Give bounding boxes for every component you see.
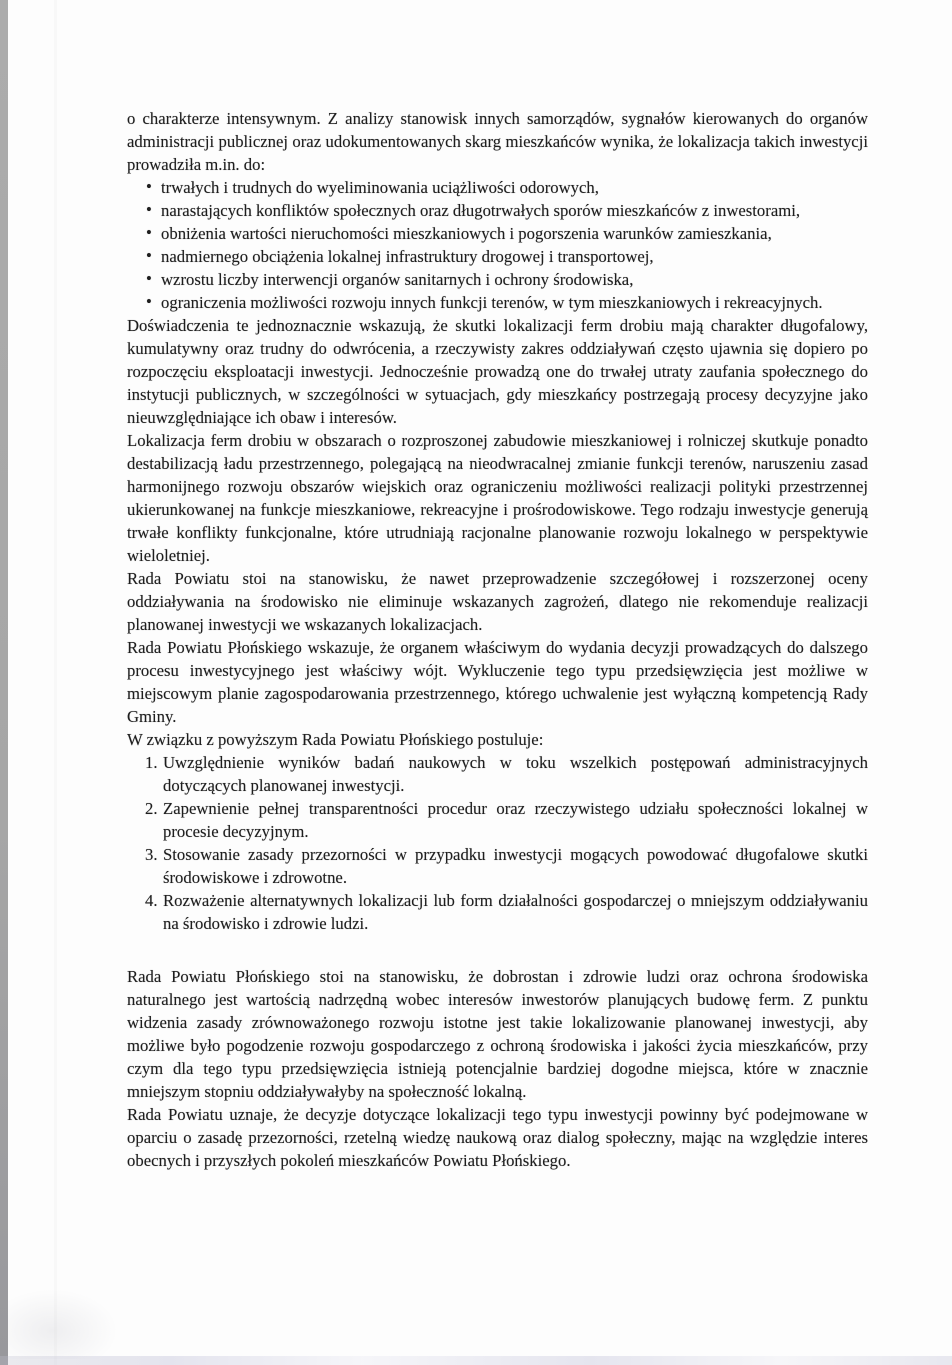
numbered-item-text: Zapewnienie pełnej transparentności procedur oraz rzeczywistego udziału społeczności lokalnej w procesie decyzyjnym. (163, 799, 868, 841)
numbered-item (127, 797, 868, 843)
paragraph: Rada Powiatu Płońskiego wskazuje, że organem właściwym do wydania decyzji prowadzących do dalszego procesu inwestycyjnego jest właściwy wójt. Wykluczenie tego typu przedsięwzięcia jest możliwe w miejscowym planie zagospodarowania przestrzennego, którego uchwalenie jest wyłączną kompetencją Rady Gminy. (127, 638, 868, 726)
scan-bottom-edge (0, 1356, 952, 1365)
bullet-item (127, 245, 868, 268)
numbered-item-text: Stosowanie zasady przezorności w przypadku inwestycji mogących powodować długofalowe skutki środowiskowe i zdrowotne. (163, 845, 868, 887)
paragraph: Doświadczenia te jednoznacznie wskazują, że skutki lokalizacji ferm drobiu mają charakter długofalowy, kumulatywny oraz trudny do odwrócenia, a rzeczywisty zakres oddziaływań często ujawnia się dopiero po rozpoczęciu eksploatacji inwestycji. Jednocześnie prowadzą one do trwałej utraty zaufania społecznego do instytucji publicznych, w szczególności w sytuacjach, gdy mieszkańcy postrzegają procesy decyzyjne jako nieuwzględniające ich obaw i interesów. (127, 316, 868, 427)
document-page (127, 107, 868, 1172)
bullet-item-text: wzrostu liczby interwencji organów sanitarnych i ochrony środowiska, (161, 270, 634, 289)
item-number: 4. (145, 891, 158, 910)
paragraph: W związku z powyższym Rada Powiatu Płońskiego postuluje: (127, 730, 544, 749)
bullet-item (127, 176, 868, 199)
bullet-item (127, 199, 868, 222)
scan-artifact-line (54, 0, 57, 1365)
bullet-icon: • (146, 177, 152, 196)
scan-left-edge (0, 0, 8, 1365)
bullet-item (127, 268, 868, 291)
bullet-icon: • (146, 269, 152, 288)
bullet-item-text: obniżenia wartości nieruchomości mieszkaniowych i pogorszenia warunków zamieszkania, (161, 224, 772, 243)
item-number: 2. (145, 799, 158, 818)
section-gap (127, 935, 868, 965)
bullet-icon: • (146, 223, 152, 242)
item-number: 3. (145, 845, 158, 864)
numbered-item (127, 843, 868, 889)
numbered-item (127, 751, 868, 797)
numbered-item (127, 889, 868, 935)
numbered-item-text: Uwzględnienie wyników badań naukowych w toku wszelkich postępowań administracyjnych dotyczących planowanej inwestycji. (163, 753, 868, 795)
bullet-icon: • (146, 200, 152, 219)
bullet-icon: • (146, 292, 152, 311)
bullet-item-text: narastających konfliktów społecznych oraz długotrwałych sporów mieszkańców z inwestorami, (161, 201, 801, 220)
bullet-item (127, 291, 868, 314)
paragraph: Lokalizacja ferm drobiu w obszarach o rozproszonej zabudowie mieszkaniowej i rolniczej skutkuje ponadto destabilizacją ładu przestrzennego, polegającą na nieodwracalnej zmianie funkcji terenów, naruszeniu zasad harmonijnego rozwoju obszarów wiejskich oraz ograniczeniu możliwości realizacji polityki przestrzennej ukierunkowanej na funkcje mieszkaniowe, rekreacyjne i prośrodowiskowe. Tego rodzaju inwestycje generują trwałe konflikty funkcjonalne, które utrudniają racjonalne planowanie rozwoju lokalnego w perspektywie wieloletniej. (127, 431, 868, 565)
bullet-list (127, 176, 868, 314)
bullet-item (127, 222, 868, 245)
paragraph: o charakterze intensywnym. Z analizy stanowisk innych samorządów, sygnałów kierowanych do organów administracji publicznej oraz udokumentowanych skarg mieszkańców wynika, że lokalizacja takich inwestycji prowadziła m.in. do: (127, 109, 868, 174)
bullet-icon: • (146, 246, 152, 265)
scan-corner-smudge (8, 1289, 118, 1359)
numbered-item-text: Rozważenie alternatywnych lokalizacji lub form działalności gospodarczej o mniejszym oddziaływaniu na środowisko i zdrowie ludzi. (163, 891, 868, 933)
paragraph: Rada Powiatu stoi na stanowisku, że nawet przeprowadzenie szczegółowej i rozszerzonej oceny oddziaływania na środowisko nie eliminuje wskazanych zagrożeń, dlatego nie rekomenduje realizacji planowanej inwestycji we wskazanych lokalizacjach. (127, 569, 868, 634)
item-number: 1. (145, 753, 158, 772)
numbered-list (127, 751, 868, 935)
bullet-item-text: trwałych i trudnych do wyeliminowania uciążliwości odorowych, (161, 178, 599, 197)
paragraph: Rada Powiatu Płońskiego stoi na stanowisku, że dobrostan i zdrowie ludzi oraz ochrona środowiska naturalnego jest wartością nadrzędną wobec interesów inwestorów planujących budowę ferm. Z punktu widzenia zasady zrównoważonego rozwoju istotne jest takie lokalizowanie planowanej inwestycji, aby możliwe było pogodzenie rozwoju gospodarczego z ochroną środowiska i jakości życia mieszkańców, przy czym dla tego typu przedsięwzięcia istnieją potencjalnie bardziej dogodne miejsca, które w znacznie mniejszym stopniu oddziaływałyby na społeczność lokalną. (127, 967, 868, 1101)
bullet-item-text: nadmiernego obciążenia lokalnej infrastruktury drogowej i transportowej, (161, 247, 654, 266)
bullet-item-text: ograniczenia możliwości rozwoju innych funkcji terenów, w tym mieszkaniowych i rekreacyjnych. (161, 293, 823, 312)
paragraph: Rada Powiatu uznaje, że decyzje dotyczące lokalizacji tego typu inwestycji powinny być podejmowane w oparciu o zasadę przezorności, rzetelną wiedzę naukową oraz dialog społeczny, mając na względzie interes obecnych i przyszłych pokoleń mieszkańców Powiatu Płońskiego. (127, 1105, 868, 1170)
